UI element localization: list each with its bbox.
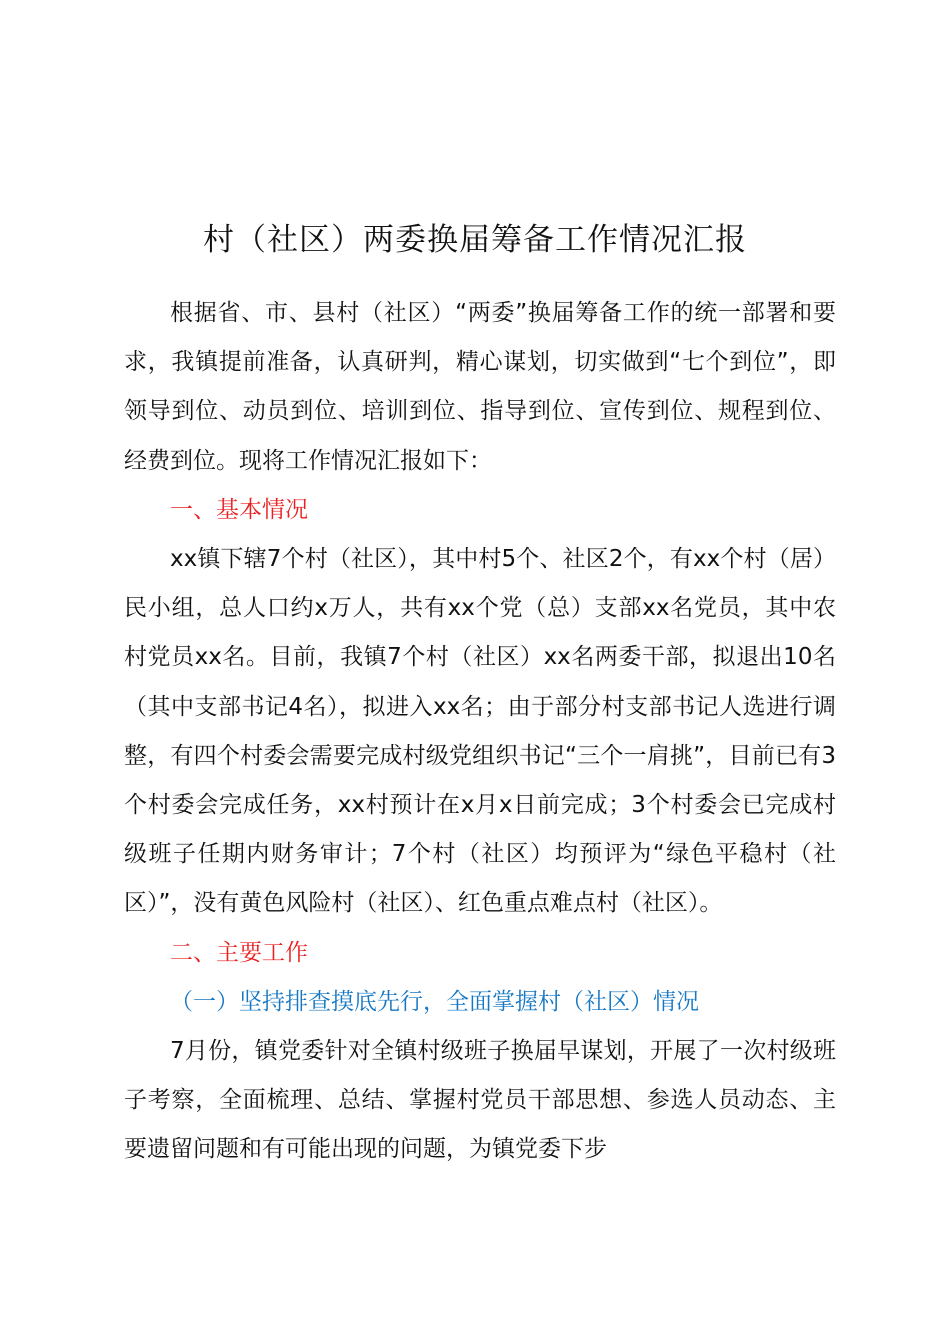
investigation-paragraph: 7月份，镇党委针对全镇村级班子换届早谋划，开展了一次村级班子考察，全面梳理、总结、掌握村党员干部思想、参选人员动态、主要遗留问题和有可能出现的问题，为镇党委下步 [124, 1038, 836, 1163]
document-title: 村（社区）两委换届筹备工作情况汇报 [203, 222, 747, 258]
section-heading-main-work: 二、主要工作 [170, 939, 308, 966]
intro-paragraph: 根据省、市、县村（社区）“两委”换届筹备工作的统一部署和要求，我镇提前准备，认真研判，精心谋划，切实做到“七个到位”，即领导到位、动员到位、培训到位、指导到位、宣传到位、规程到位、经费到位。现将工作情况汇报如下： [124, 300, 836, 474]
document-body [124, 289, 836, 1175]
basic-situation-paragraph: xx镇下辖7个村（社区），其中村5个、社区2个，有xx个村（居）民小组，总人口约x万人，共有xx个党（总）支部xx名党员，其中农村党员xx名。目前，我镇7个村（社区）xx名两委干部，拟退出10名（其中支部书记4名），拟进入xx名；由于部分村支部书记人选进行调整，有四个村委会需要完成村级党组织书记“三个一肩挑”，目前已有3个村委会完成任务，xx村预计在x月x日前完成；3个村委会已完成村级班子任期内财务审计；7个村（社区）均预评为“绿色平稳村（社区）”，没有黄色风险村（社区）、红色重点难点村（社区）。 [124, 546, 836, 917]
section-heading-basic-situation: 一、基本情况 [170, 496, 308, 523]
subsection-heading-investigation: （一）坚持排查摸底先行，全面掌握村（社区）情况 [170, 988, 699, 1015]
